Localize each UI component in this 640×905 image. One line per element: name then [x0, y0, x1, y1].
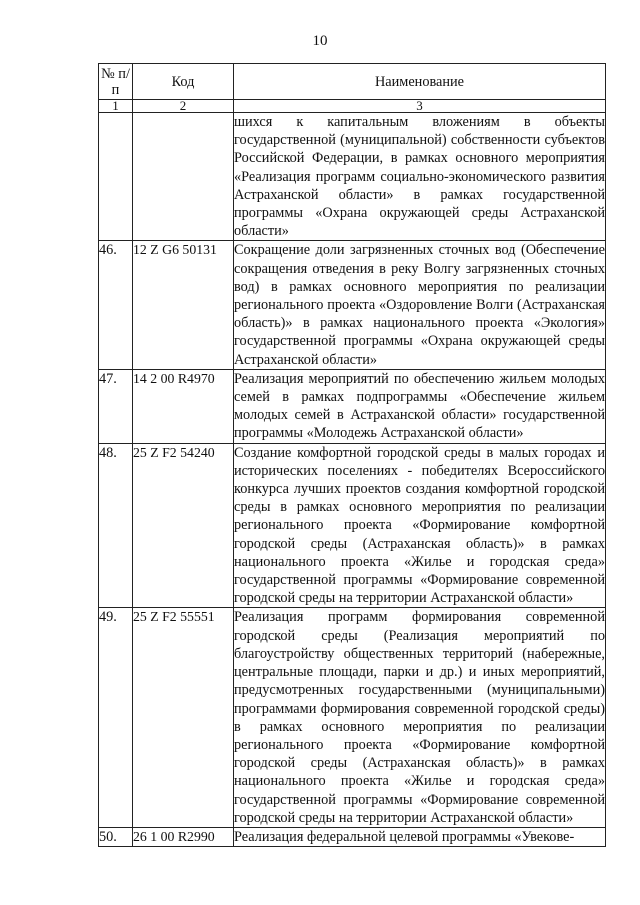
table-header-row — [99, 64, 606, 100]
row-code — [133, 113, 234, 241]
row-code: 25 Z F2 55551 — [133, 608, 234, 827]
row-num: 48. — [99, 443, 133, 608]
codes-table — [98, 63, 606, 847]
table-row — [99, 241, 606, 369]
row-num — [99, 113, 133, 241]
row-name: шихся к капитальным вложениям в объекты государственной (муниципальной) собственности субъектов Российской Федерации, в рамках основного мероприятия «Реализация программ социально-экономического развития Астраханской области» в рамках государственной программы «Охрана окружающей среды Астраханской области» — [234, 114, 605, 240]
header-name: Наименование — [234, 64, 606, 100]
row-name: Реализация мероприятий по обеспечению жильем молодых семей в рамках подпрограммы «Обеспечение жильем молодых семей в Астраханской области» государственной программы «Молодежь Астраханской области» — [234, 370, 605, 442]
row-name: Реализация программ формирования современной городской среды (Реализация мероприятий по благоустройству общественных территорий (набережные, центральные площади, парки и др.) и иных мероприятий, предусмотренных государственными (муниципальными) программами формирования современной городской среды) в рамках основного мероприятия по реализации регионального проекта «Формирование комфортной городской среды (Астраханская область)» в рамках национального проекта «Жилье и городская среда» государственной программы «Формирование современной городской среды на территории Астраханской области» — [234, 609, 605, 826]
table-row — [99, 827, 606, 846]
row-code: 25 Z F2 54240 — [133, 443, 234, 608]
column-index-row — [99, 100, 606, 113]
page-number: 10 — [312, 33, 328, 49]
row-num: 50. — [99, 827, 133, 846]
row-num: 46. — [99, 241, 133, 369]
header-num: № п/п — [99, 64, 133, 100]
table-row — [99, 443, 606, 608]
table-row — [99, 608, 606, 827]
table-row — [99, 113, 606, 241]
row-name: Реализация федеральной целевой программы «Увекове- — [234, 827, 606, 846]
row-name: Создание комфортной городской среды в малых городах и исторических поселениях - победителях Всероссийского конкурса лучших проектов создания комфортной городской среды в рамках основного мероприятия по реализации регионального проекта «Формирование комфортной городской среды (Астраханская область)» в рамках национального проекта «Жилье и городская среда» государственной программы «Формирование современной городской среды на территории Астраханской области» — [234, 444, 605, 607]
header-code: Код — [133, 64, 234, 100]
row-num: 47. — [99, 369, 133, 443]
col-index-code: 2 — [133, 100, 234, 113]
row-num: 49. — [99, 608, 133, 827]
row-code: 14 2 00 R4970 — [133, 369, 234, 443]
table-row — [99, 369, 606, 443]
col-index-num: 1 — [99, 100, 133, 113]
row-name: Сокращение доли загрязненных сточных вод (Обеспечение сокращения отведения в реку Волгу загрязненных сточных вод) в рамках основного мероприятия по реализации регионального проекта «Оздоровление Волги (Астраханская область)» в рамках национального проекта «Экология» государственной программы «Охрана окружающей среды Астраханской области» — [234, 242, 605, 368]
col-index-name: 3 — [234, 100, 606, 113]
row-code: 26 1 00 R2990 — [133, 827, 234, 846]
row-code: 12 Z G6 50131 — [133, 241, 234, 369]
